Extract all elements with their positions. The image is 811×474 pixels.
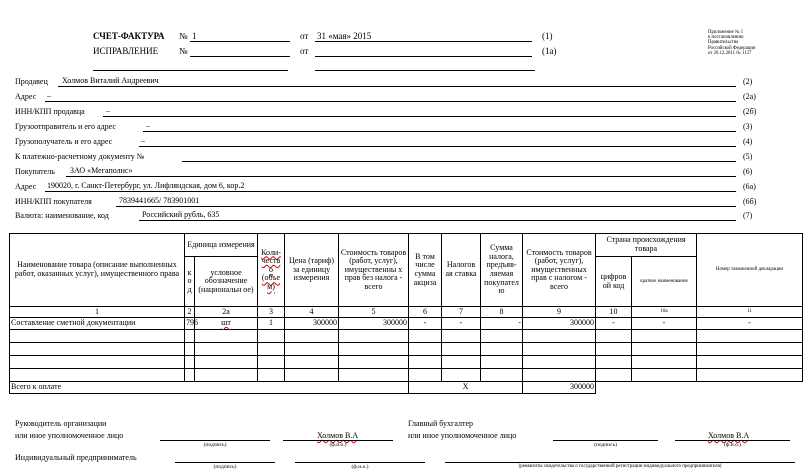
cell-price: 300000 xyxy=(285,318,339,330)
head-label-1: Руководитель организации xyxy=(15,419,107,428)
header-country-name: краткое наименование xyxy=(632,257,697,307)
accountant-signature-caption: (подпись) xyxy=(594,442,617,448)
cell-country-name: - xyxy=(632,318,697,330)
invoice-table xyxy=(9,233,803,394)
header-qty-text: Коли-честв о (объе м) xyxy=(261,247,281,291)
column-number-row xyxy=(10,307,803,318)
col-num: 7 xyxy=(442,307,481,318)
field-value-currency: Российский рубль, 635 xyxy=(142,210,220,219)
head-signature-caption: (подпись) xyxy=(203,442,227,448)
header-country-code: цифров ой код xyxy=(596,257,632,307)
header-cost-with-tax: Стоимость товаров (работ, услуг), имущественных прав с налогом - всего xyxy=(523,234,596,307)
col-num: 8 xyxy=(481,307,523,318)
invoice-number: 1 xyxy=(192,31,197,41)
col-num: 6 xyxy=(409,307,442,318)
empty-row xyxy=(10,343,803,356)
field-label-currency: Валюта: наименование, код xyxy=(15,211,109,220)
entrepreneur-label: Индивидуальный предприниматель xyxy=(15,453,137,462)
cell-customs: - xyxy=(697,318,803,330)
field-line-currency xyxy=(139,220,736,221)
field-code-buyer-address: (6а) xyxy=(743,182,756,191)
col-num: 5 xyxy=(339,307,409,318)
entrepreneur-signature-caption: (подпись) xyxy=(213,464,237,470)
field-line-seller-address xyxy=(45,101,736,102)
header-cost-no-tax: Стоимость товаров (работ, услуг), имущественны х прав без налога - всего xyxy=(339,234,409,307)
entrepreneur-registration-line xyxy=(445,462,795,463)
field-code-consignor: (3) xyxy=(743,122,753,131)
field-label-buyer: Покупатель xyxy=(15,167,55,176)
number-sign: № xyxy=(179,31,188,41)
cell-name: Составление сметной документации xyxy=(10,318,185,330)
table-row xyxy=(10,318,803,330)
col-num: 11 xyxy=(697,307,803,318)
cell-country-code: - xyxy=(596,318,632,330)
col-num: 9 xyxy=(523,307,596,318)
cell-qty: 1 xyxy=(258,318,285,330)
head-fio-caption: (ф.и.о.) xyxy=(329,442,347,448)
head-name xyxy=(317,431,358,440)
header-country: Страна происхождения товара xyxy=(596,234,697,257)
cell-unit-name xyxy=(195,318,258,330)
invoice-date-line xyxy=(315,41,532,42)
field-value-buyer-address: 190020, г. Санкт-Петербург, ул. Лифляндская, дом 6, кор.2 xyxy=(47,181,245,190)
header-rule-right xyxy=(315,70,535,71)
accountant-name-text: Холмов В.А xyxy=(708,431,750,440)
header-tax-sum xyxy=(481,234,523,307)
total-empty xyxy=(596,382,803,394)
field-label-seller-address: Адрес xyxy=(15,92,37,101)
table-header-row xyxy=(10,234,803,257)
empty-row xyxy=(10,356,803,369)
col-num: 4 xyxy=(285,307,339,318)
head-signature-line xyxy=(160,440,270,441)
field-code-buyer-inn: (6б) xyxy=(743,197,757,206)
field-value-seller-inn: – xyxy=(106,106,110,115)
empty-row xyxy=(10,369,803,382)
total-x: X xyxy=(409,382,523,394)
header-tax-sum-text: Сумма налога, предъяв-ляемая покупател ю xyxy=(484,243,519,296)
accountant-fio-caption: (ф.и.о.) xyxy=(723,442,742,448)
appendix-line: Правительства xyxy=(708,40,739,46)
correction-number-line xyxy=(190,56,290,57)
appendix-note xyxy=(708,30,756,56)
field-code-consignee: (4) xyxy=(743,137,753,146)
header-unit-name: условное обозначение (национальн ое) xyxy=(195,257,258,307)
field-code-seller-inn: (2б) xyxy=(743,107,757,116)
field-label-buyer-inn: ИНН/КПП покупателя xyxy=(15,197,92,206)
field-line-consignor xyxy=(143,131,736,132)
accountant-fio-line xyxy=(675,440,790,441)
code-1a: (1а) xyxy=(542,46,557,56)
field-label-payment-doc: К платежно-расчетному документу № xyxy=(15,152,145,161)
header-rate: Налогов ая ставка xyxy=(442,234,481,307)
correction-number-sign: № xyxy=(179,46,188,56)
header-qty xyxy=(258,234,285,307)
cell-excise: - xyxy=(409,318,442,330)
appendix-line: Приложение № 1 xyxy=(708,30,744,35)
entrepreneur-fio-line xyxy=(295,462,425,463)
entrepreneur-fio-caption: (ф.и.о.) xyxy=(351,464,369,470)
accountant-signature-line xyxy=(553,440,658,441)
header-price: Цена (тариф) за единицу измерения xyxy=(285,234,339,307)
cell-cost-with-tax: 300000 xyxy=(523,318,596,330)
invoice-number-line xyxy=(190,41,290,42)
field-value-seller: Холмов Виталий Андреевич xyxy=(62,76,159,85)
head-fio-line xyxy=(283,440,393,441)
cell-rate: - xyxy=(442,318,481,330)
col-num: 2а xyxy=(195,307,258,318)
field-line-seller-inn xyxy=(103,116,736,117)
field-code-buyer: (6) xyxy=(743,167,753,176)
empty-row xyxy=(10,330,803,343)
head-label-2: или иное уполномоченное лицо xyxy=(15,431,124,440)
field-line-buyer xyxy=(66,176,736,177)
field-label-consignor: Грузоотправитель и его адрес xyxy=(15,122,116,131)
entrepreneur-signature-line xyxy=(175,462,275,463)
field-code-seller: (2) xyxy=(743,77,753,86)
field-code-seller-address: (2а) xyxy=(743,92,756,101)
field-code-currency: (7) xyxy=(743,211,753,220)
invoice-title: СЧЕТ-ФАКТУРА xyxy=(93,31,165,41)
field-line-consignee xyxy=(139,146,736,147)
field-label-seller: Продавец xyxy=(15,77,48,86)
header-unit: Единица измерения xyxy=(185,234,258,257)
accountant-label-1: Главный бухгалтер xyxy=(408,419,473,428)
field-label-seller-inn: ИНН/КПП продавца xyxy=(15,107,85,116)
correction-date-line xyxy=(315,56,532,57)
cell-unit-code: 796 xyxy=(185,318,195,330)
col-num: 10а xyxy=(632,307,697,318)
head-name-text: Холмов В.А xyxy=(317,431,359,440)
invoice-from-label: от xyxy=(300,31,309,41)
field-value-buyer: ЗАО «Мегаполис» xyxy=(70,166,133,175)
col-num: 2 xyxy=(185,307,195,318)
cell-tax-sum: - xyxy=(481,318,523,330)
total-row xyxy=(10,382,803,394)
field-value-consignee: – xyxy=(141,136,145,145)
field-line-buyer-inn xyxy=(116,206,736,207)
total-label: Всего к оплате xyxy=(10,382,409,394)
header-rule-left xyxy=(93,70,288,71)
code-1: (1) xyxy=(542,31,553,41)
cell-cost-no-tax: 300000 xyxy=(339,318,409,330)
accountant-label-2: или иное уполномоченное лицо xyxy=(408,431,517,440)
field-line-seller xyxy=(58,86,736,87)
total-sum: 300000 xyxy=(523,382,596,394)
field-value-consignor: – xyxy=(146,121,150,130)
field-label-consignee: Грузополучатель и его адрес xyxy=(15,137,113,146)
header-customs: Номер таможенной декларации xyxy=(697,234,803,307)
col-num: 1 xyxy=(10,307,185,318)
cell-unit-name-text: шт xyxy=(221,318,231,328)
header-excise: В том числе сумма акциза xyxy=(409,234,442,307)
correction-from-label: от xyxy=(300,46,309,56)
col-num: 3 xyxy=(258,307,285,318)
appendix-line: Российской Федерации xyxy=(708,45,756,51)
field-line-payment-doc xyxy=(182,161,736,162)
header-name: Наименование товара (описание выполненных работ, оказанных услуг), имущественного права xyxy=(10,234,185,307)
field-value-buyer-inn: 7839441665/ 783901001 xyxy=(119,196,200,205)
accountant-name xyxy=(708,431,749,440)
header-unit-code: к о д xyxy=(185,257,195,307)
field-line-buyer-address xyxy=(45,191,736,192)
correction-title: ИСПРАВЛЕНИЕ xyxy=(93,46,159,56)
field-value-seller-address: – xyxy=(47,91,51,100)
invoice-date: 31 «мая» 2015 xyxy=(317,31,372,41)
appendix-line: к постановлению xyxy=(708,35,744,41)
entrepreneur-registration-caption: (реквизиты свидетельства о государственной регистрации индивидуального предпринимателя) xyxy=(518,464,722,469)
field-label-buyer-address: Адрес xyxy=(15,182,37,191)
col-num: 10 xyxy=(596,307,632,318)
field-code-payment-doc: (5) xyxy=(743,152,753,161)
appendix-line: от 26.12.2011 № 1137 xyxy=(708,50,752,56)
